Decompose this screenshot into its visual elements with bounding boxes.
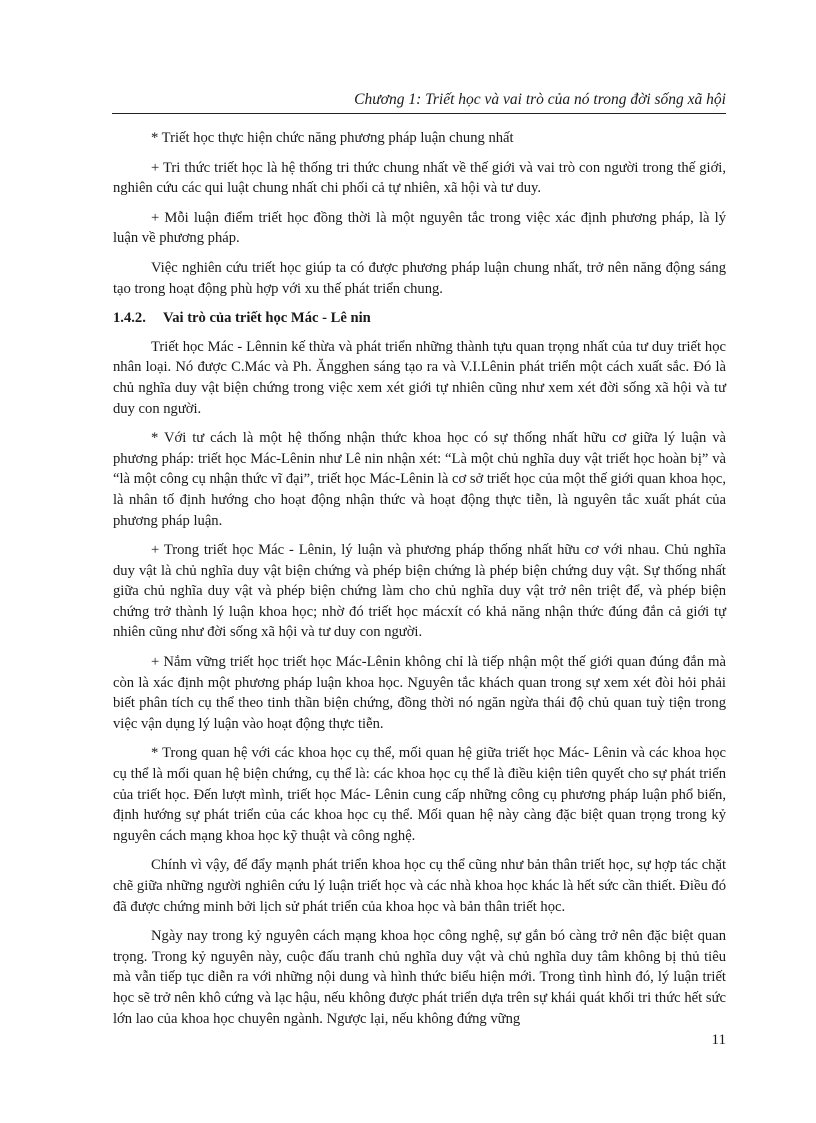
page-number: 11 (711, 1032, 726, 1048)
paragraph: + Tri thức triết học là hệ thống tri thức chung nhất về thế giới và vai trò con người trong thế giới, nghiên cứu các qui luật chung nhất chi phối cả tự nhiên, xã hội và tư duy. (113, 159, 726, 197)
paragraph: Triết học Mác - Lênnin kế thừa và phát triển những thành tựu quan trọng nhất của tư duy triết học nhân loại. Nó được C.Mác và Ph. Ăngghen sáng tạo ra và V.I.Lênin phát triển một cách xuất sắc. Đó là chủ nghĩa duy vật biện chứng trong việc xem xét giới tự nhiên cũng như xem xét đời sống xã hội và tư duy con người. (113, 338, 726, 417)
paragraph: * Triết học thực hiện chức năng phương pháp luận chung nhất (151, 130, 514, 146)
running-header: Chương 1: Triết học và vai trò của nó trong đời sống xã hội (112, 90, 726, 114)
paragraph: * Trong quan hệ với các khoa học cụ thể, mối quan hệ giữa triết học Mác- Lênin và các khoa học cụ thể là mối quan hệ biện chứng, cụ thể là: các khoa học cụ thể là điều kiện tiên quyết cho sự phát triển của triết học. Đến lượt mình, triết học Mác- Lênin cung cấp những công cụ phương pháp luận phổ biến, định hướng sự phát triển của các khoa học cụ thể. Mối quan hệ này càng đặc biệt quan trọng trong kỷ nguyên cách mạng khoa học kỹ thuật và công nghệ. (113, 745, 726, 844)
section-title: Vai trò của triết học Mác - Lê nin (163, 310, 371, 327)
paragraph: Ngày nay trong kỷ nguyên cách mạng khoa học công nghệ, sự gắn bó càng trở nên đặc biệt quan trọng. Trong kỷ nguyên này, cuộc đấu tranh chủ nghĩa duy vật và chủ nghĩa duy tâm không bị thủ tiêu mà vẫn tiếp tục diễn ra với những nội dung và hình thức biểu hiện mới. Trong tình hình đó, lý luận triết học sẽ trở nên khô cứng và lạc hậu, nếu không được phát triển dựa trên sự khái quát khối tri thức hết sức lớn lao của khoa học chuyên ngành. Ngược lại, nếu không đứng vững (113, 928, 726, 1027)
paragraph: * Với tư cách là một hệ thống nhận thức khoa học có sự thống nhất hữu cơ giữa lý luận và phương pháp: triết học Mác-Lênin như Lê nin nhận xét: “Là một chủ nghĩa duy vật triết học hoàn bị” và “là một công cụ nhận thức vĩ đại”, triết học Mác-Lênin là cơ sở triết học của một thế giới quan khoa học, là nhân tố định hướng cho hoạt động nhận thức và hoạt động thực tiễn, là nguyên tắc xuất phát của phương pháp luận. (113, 430, 726, 529)
paragraph: + Trong triết học Mác - Lênin, lý luận và phương pháp thống nhất hữu cơ với nhau. Chủ nghĩa duy vật là chủ nghĩa duy vật biện chứng và phép biện chứng là phép biện chứng duy vật. Sự thống nhất giữa chủ nghĩa duy vật và phép biện chứng làm cho chủ nghĩa duy vật trở nên triệt để, và phép biện chứng trở thành lý luận khoa học; nhờ đó triết học mácxít có khả năng nhận thức đúng đắn cả giới tự nhiên cũng như đời sống xã hội và tư duy con người. (113, 542, 726, 641)
paragraph: + Nắm vững triết học triết học Mác-Lênin không chỉ là tiếp nhận một thế giới quan đúng đắn mà còn là xác định một phương pháp luận khoa học. Nguyên tắc khách quan trong sự xem xét đòi hỏi phải biết phân tích cụ thể theo tinh thần biện chứng, đồng thời nó ngăn ngừa thái độ chủ quan tuỳ tiện trong việc vận dụng lý luận vào hoạt động thực tiễn. (113, 654, 726, 732)
paragraph: + Mỗi luận điểm triết học đồng thời là một nguyên tắc trong việc xác định phương pháp, là lý luận về phương pháp. (113, 209, 726, 247)
section-number: 1.4.2. (113, 310, 146, 327)
paragraph: Việc nghiên cứu triết học giúp ta có được phương pháp luận chung nhất, trở nên năng động sáng tạo trong hoạt động phù hợp với xu thế phát triển chung. (113, 259, 726, 297)
page-body (113, 128, 726, 1038)
paragraph: Chính vì vậy, để đẩy mạnh phát triển khoa học cụ thể cũng như bản thân triết học, sự hợp tác chặt chẽ giữa những người nghiên cứu lý luận triết học và các nhà khoa học khác là hết sức cần thiết. Điều đó đã được chứng minh bởi lịch sử phát triển của khoa học và bản thân triết học. (113, 857, 726, 915)
section-heading (113, 308, 726, 329)
